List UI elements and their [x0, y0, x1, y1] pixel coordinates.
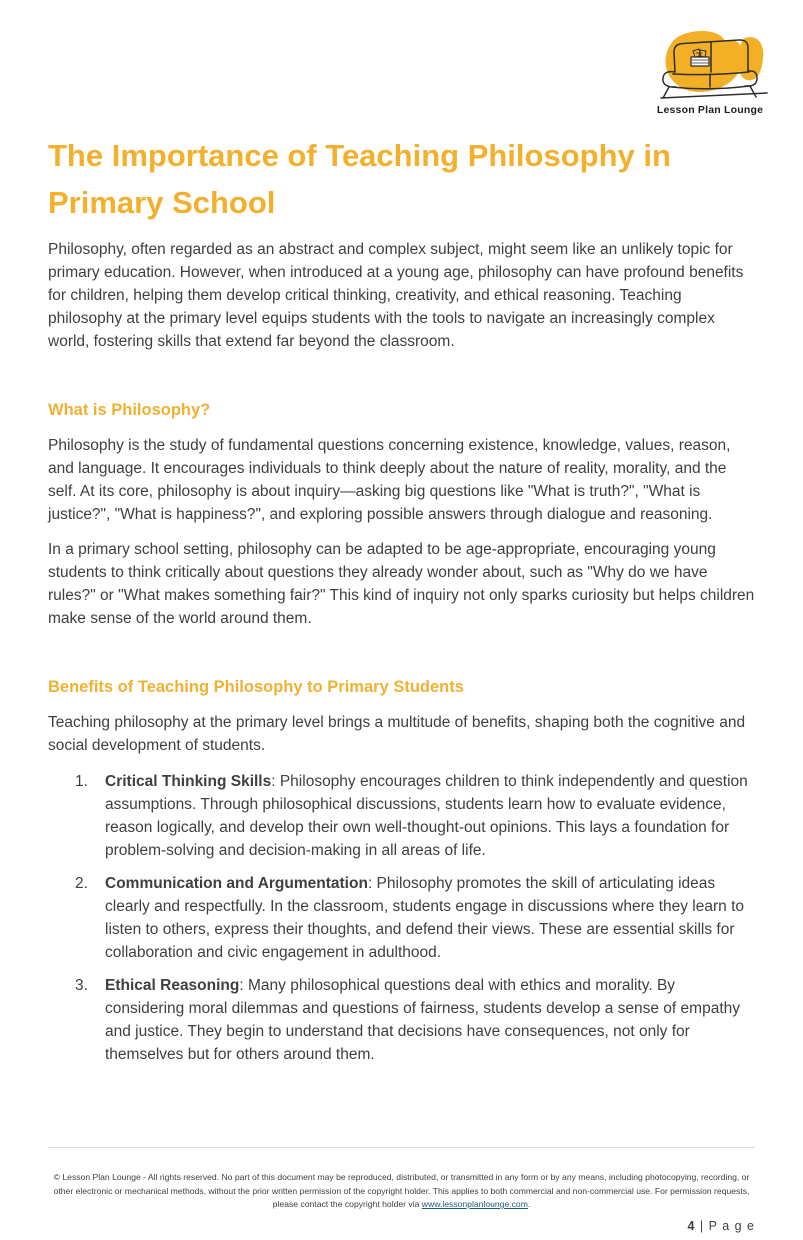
- intro-paragraph: Philosophy, often regarded as an abstract and complex subject, might seem like an unlikely topic for primary education. However, when introduced at a young age, philosophy can have profound benefits for children, helping them develop critical thinking, creativity, and ethical reasoning. Teaching philosophy at the primary level equips students with the tools to navigate an increasingly complex world, fostering skills that extend far beyond the classroom.: [48, 241, 744, 350]
- page-word: P a g e: [708, 1218, 755, 1233]
- benefits-list: [48, 770, 755, 1066]
- list-item-text: [105, 974, 755, 1066]
- copyright-notice: [48, 1171, 755, 1212]
- list-item-text: [105, 770, 755, 862]
- list-item-body: : Philosophy encourages children to think independently and question assumptions. Through philosophical discussions, students learn how to evaluate evidence, reason logically, and develop their own well-thought-out opinions. This lays a foundation for problem-solving and decision-making in all areas of life.: [105, 773, 748, 859]
- page-number-separator: |: [695, 1218, 709, 1233]
- list-item: [48, 770, 755, 862]
- paragraph: Teaching philosophy at the primary level brings a multitude of benefits, shaping both the cognitive and social development of students.: [48, 714, 746, 754]
- list-number: 1.: [75, 773, 88, 790]
- paragraph: In a primary school setting, philosophy can be adapted to be age-appropriate, encouraging young students to think critically about questions they already wonder about, such as "Why do we have rules?" or "What makes something fair?" This kind of inquiry not only sparks curiosity but helps children make sense of the world around them.: [48, 541, 755, 627]
- list-item-text: [105, 872, 755, 964]
- paragraph: Philosophy is the study of fundamental questions concerning existence, knowledge, values, reason, and language. It encourages individuals to think deeply about the nature of reality, morality, and the self. At its core, philosophy is about inquiry—asking big questions like "What is truth?", "What is justice?", "What is happiness?", and exploring possible answers through dialogue and reasoning.: [48, 437, 731, 523]
- list-item-body: : Philosophy promotes the skill of articulating ideas clearly and respectfully. In the classroom, students engage in discussions where they learn to listen to others, express their thoughts, and defend their views. These are essential skills for collaboration and civic engagement in adulthood.: [105, 875, 744, 961]
- brand-logo: [647, 24, 773, 116]
- footer-website-link[interactable]: www.lessonplanlounge.com: [421, 1199, 528, 1209]
- page-number-line: [48, 1219, 755, 1233]
- list-number: 2.: [75, 875, 88, 892]
- page-title: The Importance of Teaching Philosophy in Primary School: [48, 138, 671, 220]
- list-item-body: : Many philosophical questions deal with ethics and morality. By considering moral dilemmas and questions of fairness, students develop a sense of empathy and justice. They begin to understand that decisions have consequences, not only for themselves but for others around them.: [105, 977, 740, 1063]
- couch-logo-icon: [649, 24, 771, 102]
- copyright-text-end: .: [527, 1199, 531, 1209]
- list-item-term: Ethical Reasoning: [105, 977, 240, 994]
- section-heading-benefits: Benefits of Teaching Philosophy to Primary Students: [48, 678, 464, 696]
- list-item-term: Critical Thinking Skills: [105, 773, 272, 790]
- list-item: [48, 872, 755, 964]
- list-item: [48, 974, 755, 1066]
- page-number: 4: [687, 1218, 696, 1233]
- list-number: 3.: [75, 977, 88, 994]
- brand-name: Lesson Plan Lounge: [656, 104, 764, 116]
- section-heading-what-is-philosophy: What is Philosophy?: [48, 401, 211, 419]
- page-footer: [48, 1147, 755, 1233]
- copyright-text: © Lesson Plan Lounge - All rights reserved. No part of this document may be reproduced, distributed, or transmitted in any form or by any means, including photocopying, recording, or other electronic or mechanical methods, without the prior written permission of the copyright holder. This applies to both commercial and non-commercial use. For permission requests, please contact the copyright holder via: [53, 1172, 750, 1209]
- list-item-term: Communication and Argumentation: [105, 875, 368, 892]
